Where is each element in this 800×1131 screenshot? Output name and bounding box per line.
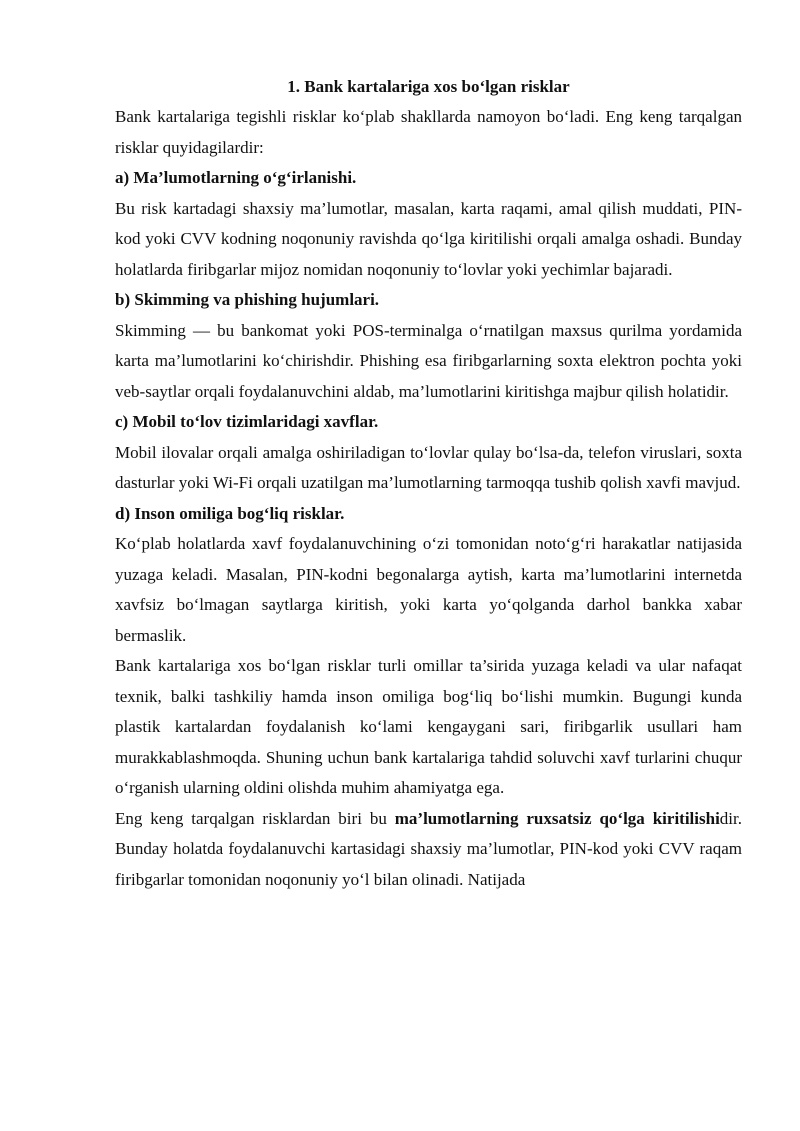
subheading-c: c) Mobil to‘lov tizimlaridagi xavflar. — [115, 412, 379, 431]
final-paragraph — [115, 804, 742, 896]
intro-paragraph: Bank kartalariga tegishli risklar ko‘plab shakllarda namoyon bo‘ladi. Eng keng tarqalgan risklar quyidagilardir: — [115, 107, 742, 157]
final-text-end: dir. Bunday holatda foydalanuvchi kartasidagi shaxsiy ma’lumotlar, PIN-kod yoki CVV raqam firibgarlar tomonidan noqonuniy yo‘l bilan olinadi. Natijada — [115, 808, 742, 889]
paragraph-a: Bu risk kartadagi shaxsiy ma’lumotlar, masalan, karta raqami, amal qilish muddati, PIN-kod yoki CVV kodning noqonuniy ravishda qo‘lga kiritilishi orqali amalga oshadi. Bunday holatlarda firibgarlar mijoz nomidan noqonuniy toʻlovlar yoki yechimlar bajaradi. — [115, 198, 742, 279]
final-text-start: Eng keng tarqalgan risklardan biri bu — [115, 808, 395, 828]
paragraph-c: Mobil ilovalar orqali amalga oshiriladigan to‘lovlar qulay bo‘lsa-da, telefon viruslari, soxta dasturlar yoki Wi-Fi orqali uzatilgan ma’lumotlarning tarmoqqa tushib qolish xavfi mavjud. — [115, 442, 742, 492]
final-bold-phrase: ma’lumotlarning ruxsatsiz qo‘lga kiritilishi — [394, 808, 720, 828]
section-title: 1. Bank kartalariga xos bo‘lgan risklar — [287, 77, 570, 96]
subheading-b: b) Skimming va phishing hujumlari. — [115, 290, 380, 309]
subheading-a: a) Ma’lumotlarning o‘g‘irlanishi. — [115, 168, 357, 187]
paragraph-d: Ko‘plab holatlarda xavf foydalanuvchining oʻzi tomonidan notoʻgʻri harakatlar natijasida yuzaga keladi. Masalan, PIN-kodni begonalarga aytish, karta ma’lumotlarini internetda xavfsiz boʻlmagan saytlarga kiritish, yoki karta yoʻqolganda darhol bankka xabar bermaslik. — [115, 534, 742, 645]
subheading-d: d) Inson omiliga bog‘liq risklar. — [115, 503, 345, 523]
summary-paragraph: Bank kartalariga xos boʻlgan risklar turli omillar ta’sirida yuzaga keladi va ular nafaqat texnik, balki tashkiliy hamda inson omiliga bog‘liq bo‘lishi mumkin. Bugungi kunda plastik kartalardan foydalanish koʻlami kengaygani sari, firibgarlik usullari ham murakkablashmoqda. Shuning uchun bank kartalariga tahdid soluvchi xavf turlarini chuqur oʻrganish ularning oldini olishda muhim ahamiyatga ega. — [115, 656, 742, 797]
paragraph-b: Skimming — bu bankomat yoki POS-terminalga oʻrnatilgan maxsus qurilma yordamida karta ma’lumotlarini koʻchirishdir. Phishing esa firibgarlarning soxta elektron pochta yoki veb-saytlar orqali foydalanuvchini aldab, ma’lumotlarini kiritishga majbur qilish holatidir. — [115, 320, 742, 401]
